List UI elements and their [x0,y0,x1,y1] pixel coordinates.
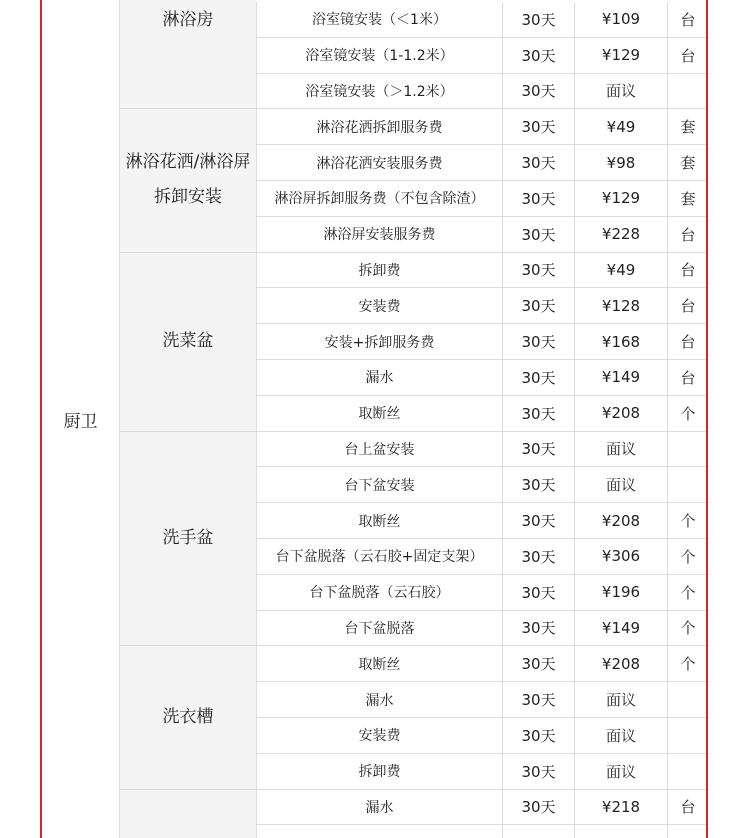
subcategory-label: 洗手盆 [162,527,214,548]
unit-cell: 个 [667,611,708,646]
unit-cell: 台 [667,38,708,73]
warranty-period-cell: 30天 [502,575,574,610]
price-cell: ¥49 [574,253,667,288]
subcategory-label: 拆卸安装 [153,187,222,208]
service-name-cell: 取断丝 [256,503,502,538]
table-row [256,360,708,396]
warranty-period-cell: 30天 [502,145,574,180]
table-row [256,718,708,754]
warranty-period-cell: 30天 [502,611,574,646]
unit-cell: 台 [667,288,708,323]
price-cell: ¥98 [574,145,667,180]
warranty-period-cell: 30天 [502,324,574,359]
service-name-cell: 浴室镜安装（＜1米） [256,2,502,37]
main-category-label: 厨卫 [63,411,98,432]
table-row [256,253,708,289]
table-row [256,467,708,503]
price-cell: ¥196 [574,575,667,610]
price-table [40,0,708,838]
table-row [256,575,708,611]
subcategory-label: 淋浴房 [162,9,214,30]
table-row [256,288,708,324]
service-name-cell: 台下盆脱落（云石胶+固定支架） [256,539,502,574]
service-name-cell: 浴室镜安装（1-1.2米） [256,38,502,73]
table-row [256,181,708,217]
service-name-cell: 取断丝 [256,646,502,681]
unit-cell: 个 [667,575,708,610]
unit-cell: 台 [667,2,708,37]
unit-cell: 套 [667,145,708,180]
table-row [256,2,708,38]
warranty-period-cell: 30天 [502,181,574,216]
main-category-cell [42,0,120,838]
unit-cell: 套 [667,181,708,216]
service-name-cell: 安装费 [256,288,502,323]
price-cell: ¥128 [574,288,667,323]
service-name-cell: 拆卸费 [256,253,502,288]
table-row [256,217,708,253]
service-name-cell: 浴室镜安装（＞1.2米） [256,74,502,109]
subcategory-cell [120,646,256,789]
warranty-period-cell: 30天 [502,682,574,717]
warranty-period-cell: 30天 [502,253,574,288]
price-cell [574,825,667,838]
price-cell: ¥149 [574,360,667,395]
price-cell: ¥109 [574,2,667,37]
table-row [256,145,708,181]
service-name-cell: 取断丝 [256,396,502,431]
price-cell: 面议 [574,682,667,717]
subcategory-cell [120,253,256,432]
unit-cell [667,432,708,467]
table-row [256,38,708,74]
service-name-cell: 漏水 [256,682,502,717]
service-name-cell: 淋浴花洒拆卸服务费 [256,109,502,144]
subcategory-cell [120,790,256,838]
service-name-cell: 台上盆安装 [256,432,502,467]
price-cell: ¥129 [574,38,667,73]
warranty-period-cell: 30天 [502,360,574,395]
price-cell: ¥129 [574,181,667,216]
price-cell: ¥218 [574,790,667,825]
service-name-cell: 拆卸费 [256,754,502,789]
table-row [256,74,708,110]
service-name-cell: 淋浴花洒安装服务费 [256,145,502,180]
unit-cell: 个 [667,646,708,681]
warranty-period-cell [502,825,574,838]
table-row [256,825,708,838]
unit-cell: 台 [667,217,708,252]
subcategory-label: 洗衣槽 [162,706,214,727]
warranty-period-cell: 30天 [502,718,574,753]
warranty-period-cell: 30天 [502,2,574,37]
warranty-period-cell: 30天 [502,109,574,144]
service-name-cell: 淋浴屏拆卸服务费（不包含除渣） [256,181,502,216]
price-cell: 面议 [574,74,667,109]
service-name-cell: 淋浴屏安装服务费 [256,217,502,252]
warranty-period-cell: 30天 [502,503,574,538]
table-row [256,611,708,647]
service-name-cell: 安装+拆卸服务费 [256,324,502,359]
warranty-period-cell: 30天 [502,646,574,681]
service-name-cell: 台下盆脱落（云石胶） [256,575,502,610]
subcategory-cell [120,0,256,109]
warranty-period-cell: 30天 [502,217,574,252]
warranty-period-cell: 30天 [502,74,574,109]
subcategory-label: 淋浴花洒/淋浴屏 [125,152,251,173]
unit-cell [667,74,708,109]
price-cell: ¥149 [574,611,667,646]
unit-cell: 套 [667,109,708,144]
price-cell: ¥49 [574,109,667,144]
price-cell: ¥208 [574,503,667,538]
warranty-period-cell: 30天 [502,539,574,574]
unit-cell: 个 [667,539,708,574]
unit-cell: 个 [667,503,708,538]
unit-cell [667,467,708,502]
warranty-period-cell: 30天 [502,396,574,431]
price-cell: 面议 [574,718,667,753]
service-name-cell: 安装费 [256,718,502,753]
warranty-period-cell: 30天 [502,38,574,73]
unit-cell [667,825,708,838]
unit-cell: 台 [667,324,708,359]
table-row [256,396,708,432]
price-cell: ¥208 [574,396,667,431]
service-name-cell: 台下盆脱落 [256,611,502,646]
subcategory-cell [120,109,256,252]
table-row [256,790,708,826]
warranty-period-cell: 30天 [502,432,574,467]
table-row [256,682,708,718]
table-row [256,646,708,682]
unit-cell: 个 [667,396,708,431]
price-cell: 面议 [574,432,667,467]
subcategory-label: 洗菜盆 [162,331,214,352]
service-name-cell: 漏水 [256,790,502,825]
warranty-period-cell: 30天 [502,288,574,323]
price-cell: ¥228 [574,217,667,252]
price-cell: ¥168 [574,324,667,359]
unit-cell [667,718,708,753]
unit-cell: 台 [667,790,708,825]
service-name-cell: 漏水 [256,360,502,395]
table-row [256,539,708,575]
warranty-period-cell: 30天 [502,790,574,825]
price-cell: ¥208 [574,646,667,681]
price-cell: 面议 [574,754,667,789]
table-row [256,754,708,790]
unit-cell: 台 [667,360,708,395]
subcategory-cell [120,432,256,647]
table-row [256,503,708,539]
service-name-cell [256,825,502,838]
warranty-period-cell: 30天 [502,754,574,789]
table-row [256,324,708,360]
table-row [256,432,708,468]
unit-cell [667,682,708,717]
table-row [256,109,708,145]
unit-cell: 台 [667,253,708,288]
price-cell: 面议 [574,467,667,502]
warranty-period-cell: 30天 [502,467,574,502]
table-body [42,0,706,838]
service-name-cell: 台下盆安装 [256,467,502,502]
price-cell: ¥306 [574,539,667,574]
unit-cell [667,754,708,789]
